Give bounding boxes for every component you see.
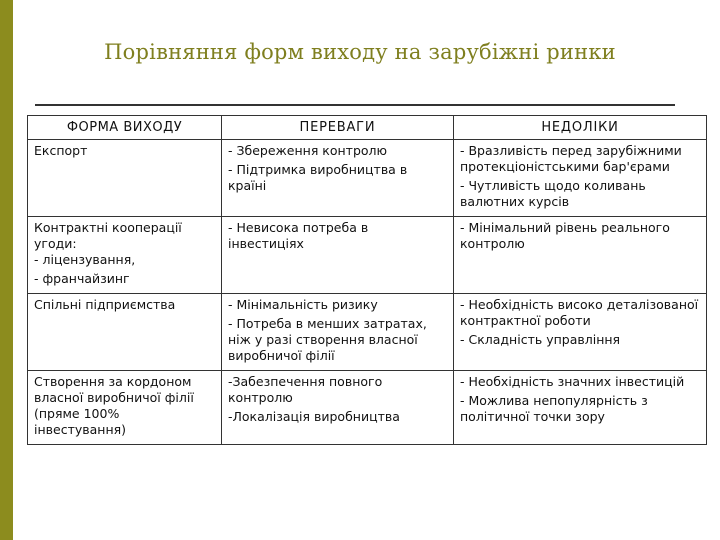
cell-disadvantages: [454, 217, 707, 294]
cell-disadvantages: [454, 371, 707, 445]
cell-form: [28, 217, 222, 294]
cell-line: Експорт: [34, 143, 88, 158]
cell-line: - Підтримка виробництва в країні: [228, 162, 408, 193]
header-advantages: ПЕРЕВАГИ: [222, 116, 454, 140]
cell-line: - Потреба в менших затратах, ніж у разі створення власної виробничої філії: [228, 316, 427, 363]
cell-line: Контрактні кооперації угоди:: [34, 220, 182, 251]
comparison-table: [27, 115, 707, 445]
cell-line: - Складність управління: [460, 332, 621, 347]
cell-line: - Мінімальний рівень реального контролю: [460, 220, 670, 251]
cell-line: - ліцензування,: [34, 252, 136, 267]
table-row: [28, 371, 707, 445]
cell-line: - Невисока потреба в інвестиціях: [228, 220, 369, 251]
cell-line: -Забезпечення повного контролю: [228, 374, 383, 405]
title-divider: [35, 104, 675, 106]
cell-line: - Необхідність значних інвестицій: [460, 374, 685, 389]
cell-advantages: [222, 140, 454, 217]
table-row: [28, 217, 707, 294]
decorative-left-bar: [0, 0, 13, 540]
cell-disadvantages: [454, 294, 707, 371]
cell-advantages: [222, 371, 454, 445]
cell-line: Створення за кордоном власної виробничої філії (пряме 100% інвестування): [34, 374, 194, 437]
cell-advantages: [222, 217, 454, 294]
cell-form: [28, 371, 222, 445]
slide-title: Порівняння форм виходу на зарубіжні ринки: [104, 40, 616, 64]
cell-disadvantages: [454, 140, 707, 217]
header-form: ФОРМА ВИХОДУ: [28, 116, 222, 140]
cell-line: - Вразливість перед зарубіжними протекціоністськими бар'єрами: [460, 143, 682, 174]
cell-line: - Мінімальність ризику: [228, 297, 378, 312]
cell-line: - франчайзинг: [34, 271, 130, 286]
cell-line: - Чутливість щодо коливань валютних курсів: [460, 178, 646, 209]
cell-line: - Необхідність високо деталізованої контрактної роботи: [460, 297, 699, 328]
table-header-row: [28, 116, 707, 140]
cell-line: - Можлива непопулярність з політичної точки зору: [460, 393, 648, 424]
cell-line: -Локалізація виробництва: [228, 409, 400, 424]
cell-line: - Збереження контролю: [228, 143, 388, 158]
cell-form: [28, 140, 222, 217]
table-row: [28, 294, 707, 371]
cell-form: [28, 294, 222, 371]
cell-advantages: [222, 294, 454, 371]
header-disadvantages: НЕДОЛІКИ: [454, 116, 707, 140]
table-row: [28, 140, 707, 217]
cell-line: Спільні підприємства: [34, 297, 176, 312]
